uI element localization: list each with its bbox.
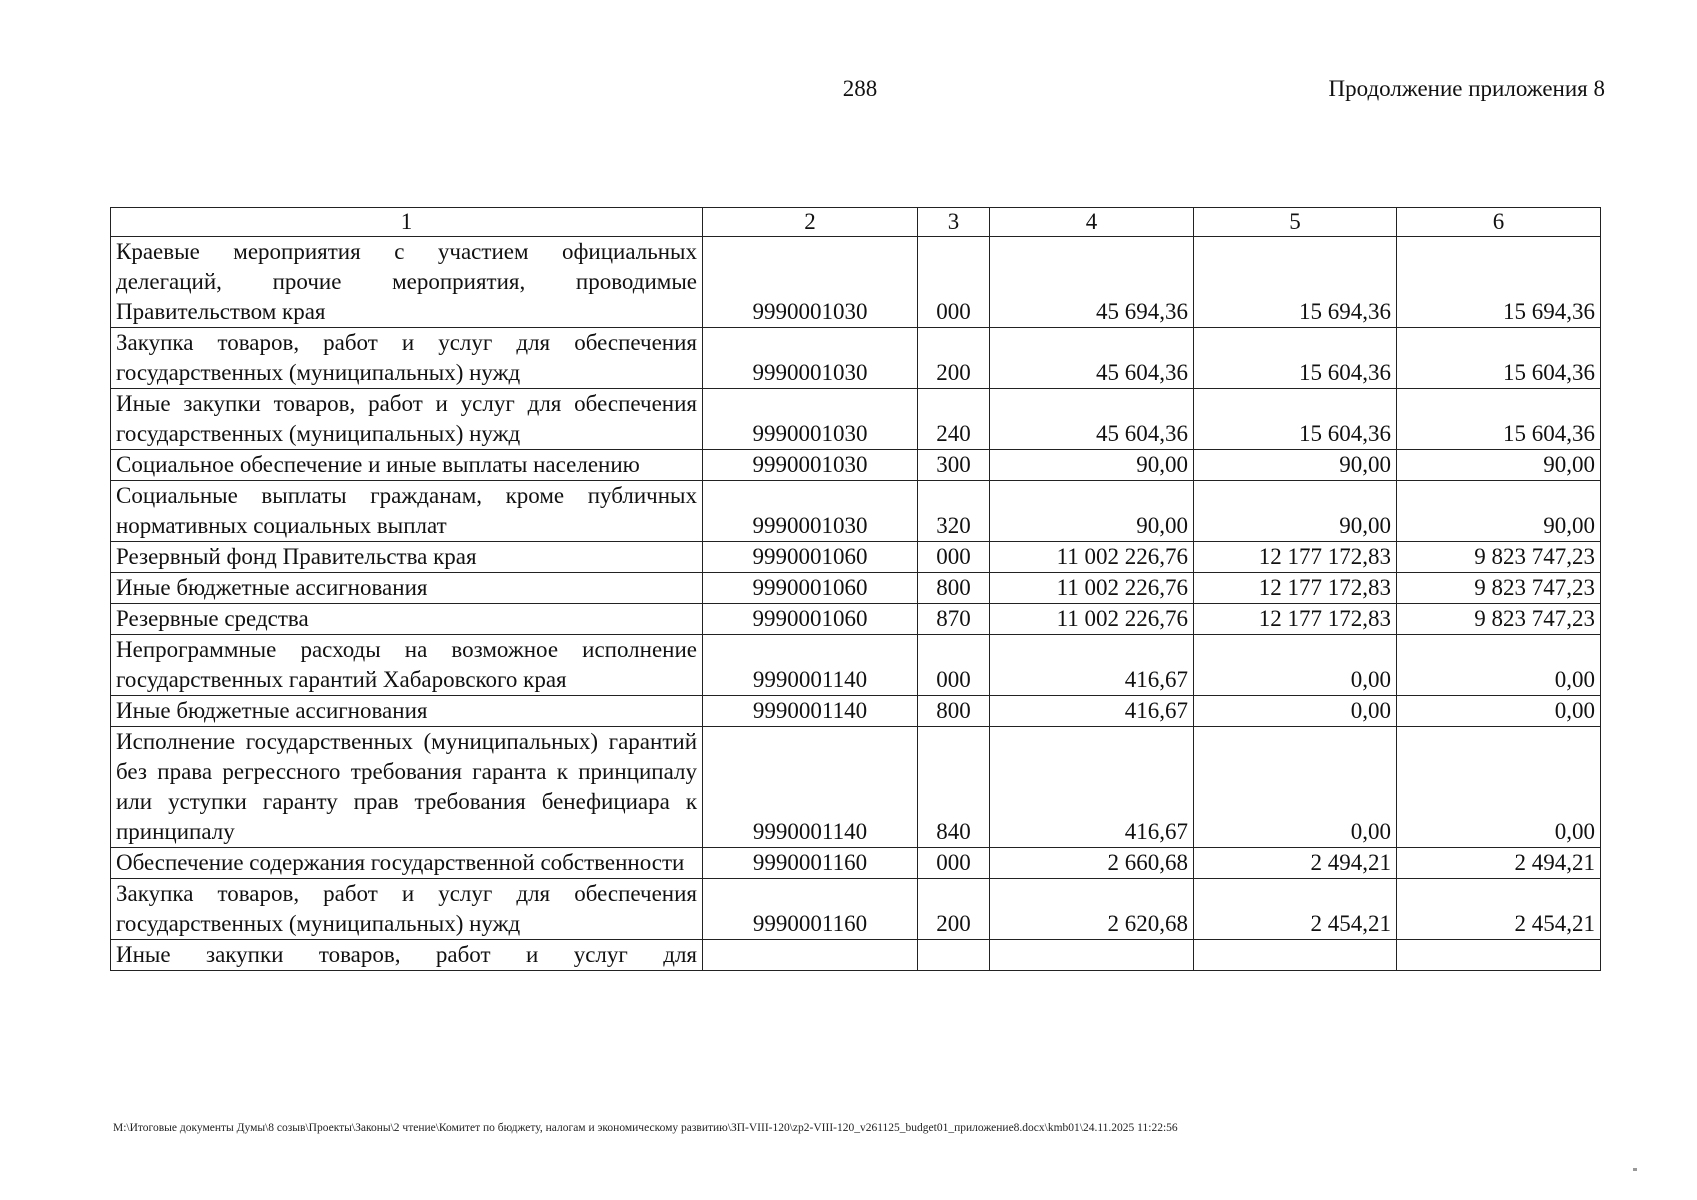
column-header-1: 1 [111,208,703,237]
amount-col-6: 2 494,21 [1397,848,1601,879]
amount-col-4: 90,00 [990,481,1194,542]
amount-col-4 [990,940,1194,971]
expense-type-code: 800 [918,573,990,604]
amount-col-6: 90,00 [1397,481,1601,542]
expense-name: Исполнение государственных (муниципальных) гарантий без права регрессного требования гаранта к принципалу или уступки гаранту прав требования бенефициара к принципалу [111,727,703,848]
target-article-code: 9990001030 [703,481,918,542]
amount-col-5: 15 604,36 [1194,389,1397,450]
expense-type-code: 240 [918,389,990,450]
amount-col-5: 0,00 [1194,635,1397,696]
expense-name: Иные бюджетные ассигнования [111,696,703,727]
expense-type-code: 200 [918,328,990,389]
amount-col-5: 90,00 [1194,450,1397,481]
amount-col-6: 15 604,36 [1397,389,1601,450]
target-article-code: 9990001160 [703,879,918,940]
table-row [111,542,1601,573]
table-row [111,727,1601,848]
expense-type-code: 000 [918,848,990,879]
amount-col-4: 45 604,36 [990,328,1194,389]
table-row [111,237,1601,328]
table-row [111,450,1601,481]
scan-speck [1633,1168,1637,1171]
amount-col-6 [1397,940,1601,971]
amount-col-5: 0,00 [1194,727,1397,848]
column-header-5: 5 [1194,208,1397,237]
amount-col-6: 2 454,21 [1397,879,1601,940]
expense-name: Закупка товаров, работ и услуг для обеспечения государственных (муниципальных) нужд [111,328,703,389]
table-row [111,573,1601,604]
expense-type-code: 000 [918,542,990,573]
amount-col-4: 2 660,68 [990,848,1194,879]
continuation-label: Продолжение приложения 8 [1328,76,1605,101]
expense-type-code: 000 [918,237,990,328]
amount-col-6: 0,00 [1397,727,1601,848]
table-row [111,848,1601,879]
target-article-code: 9990001030 [703,237,918,328]
target-article-code: 9990001060 [703,542,918,573]
table-row [111,481,1601,542]
header-row [111,208,1601,237]
amount-col-4: 416,67 [990,696,1194,727]
expense-name: Социальные выплаты гражданам, кроме публичных нормативных социальных выплат [111,481,703,542]
expense-name: Резервный фонд Правительства края [111,542,703,573]
amount-col-5: 2 454,21 [1194,879,1397,940]
column-header-3: 3 [918,208,990,237]
page-number: 288 [842,76,878,101]
expense-name: Иные бюджетные ассигнования [111,573,703,604]
table-header [111,208,1601,237]
expense-name: Закупка товаров, работ и услуг для обеспечения государственных (муниципальных) нужд [111,879,703,940]
table-row [111,940,1601,971]
expense-name: Иные закупки товаров, работ и услуг для [111,940,703,971]
amount-col-5: 12 177 172,83 [1194,542,1397,573]
expense-name: Иные закупки товаров, работ и услуг для обеспечения государственных (муниципальных) нужд [111,389,703,450]
budget-table [110,207,1601,971]
expense-type-code [918,940,990,971]
expense-name: Обеспечение содержания государственной собственности [111,848,703,879]
amount-col-6: 0,00 [1397,696,1601,727]
target-article-code: 9990001060 [703,573,918,604]
amount-col-4: 2 620,68 [990,879,1194,940]
amount-col-6: 90,00 [1397,450,1601,481]
expense-type-code: 800 [918,696,990,727]
amount-col-6: 15 604,36 [1397,328,1601,389]
target-article-code: 9990001030 [703,389,918,450]
target-article-code: 9990001160 [703,848,918,879]
expense-name: Краевые мероприятия с участием официальных делегаций, прочие мероприятия, проводимые Правительством края [111,237,703,328]
amount-col-5 [1194,940,1397,971]
amount-col-6: 0,00 [1397,635,1601,696]
expense-name: Социальное обеспечение и иные выплаты населению [111,450,703,481]
expense-name: Непрограммные расходы на возможное исполнение государственных гарантий Хабаровского края [111,635,703,696]
amount-col-4: 45 604,36 [990,389,1194,450]
amount-col-4: 90,00 [990,450,1194,481]
target-article-code: 9990001140 [703,635,918,696]
expense-type-code: 840 [918,727,990,848]
amount-col-4: 45 694,36 [990,237,1194,328]
table-row [111,604,1601,635]
table-row [111,389,1601,450]
amount-col-5: 12 177 172,83 [1194,604,1397,635]
amount-col-4: 416,67 [990,635,1194,696]
expense-name: Резервные средства [111,604,703,635]
amount-col-5: 15 604,36 [1194,328,1397,389]
table-row [111,635,1601,696]
target-article-code [703,940,918,971]
target-article-code: 9990001030 [703,328,918,389]
amount-col-6: 9 823 747,23 [1397,573,1601,604]
expense-type-code: 320 [918,481,990,542]
expense-type-code: 300 [918,450,990,481]
amount-col-6: 9 823 747,23 [1397,542,1601,573]
table-row [111,696,1601,727]
amount-col-5: 12 177 172,83 [1194,573,1397,604]
amount-col-4: 416,67 [990,727,1194,848]
column-header-4: 4 [990,208,1194,237]
column-header-2: 2 [703,208,918,237]
amount-col-5: 90,00 [1194,481,1397,542]
column-header-6: 6 [1397,208,1601,237]
target-article-code: 9990001030 [703,450,918,481]
table-row [111,328,1601,389]
amount-col-5: 15 694,36 [1194,237,1397,328]
amount-col-4: 11 002 226,76 [990,573,1194,604]
footer-file-path: M:\Итоговые документы Думы\8 созыв\Проекты\Законы\2 чтение\Комитет по бюджету, налогам и экономическому развитию\ЗП-VIII-120\zp2-VIII-120_v261125_budget01_приложение8.docx\kmb01\24.11.2025 11:22:56 [113,1122,1178,1134]
target-article-code: 9990001060 [703,604,918,635]
amount-col-4: 11 002 226,76 [990,604,1194,635]
amount-col-6: 15 694,36 [1397,237,1601,328]
expense-type-code: 000 [918,635,990,696]
amount-col-4: 11 002 226,76 [990,542,1194,573]
table-row [111,879,1601,940]
amount-col-6: 9 823 747,23 [1397,604,1601,635]
amount-col-5: 2 494,21 [1194,848,1397,879]
expense-type-code: 870 [918,604,990,635]
target-article-code: 9990001140 [703,727,918,848]
target-article-code: 9990001140 [703,696,918,727]
expense-type-code: 200 [918,879,990,940]
table-body [111,237,1601,971]
amount-col-5: 0,00 [1194,696,1397,727]
